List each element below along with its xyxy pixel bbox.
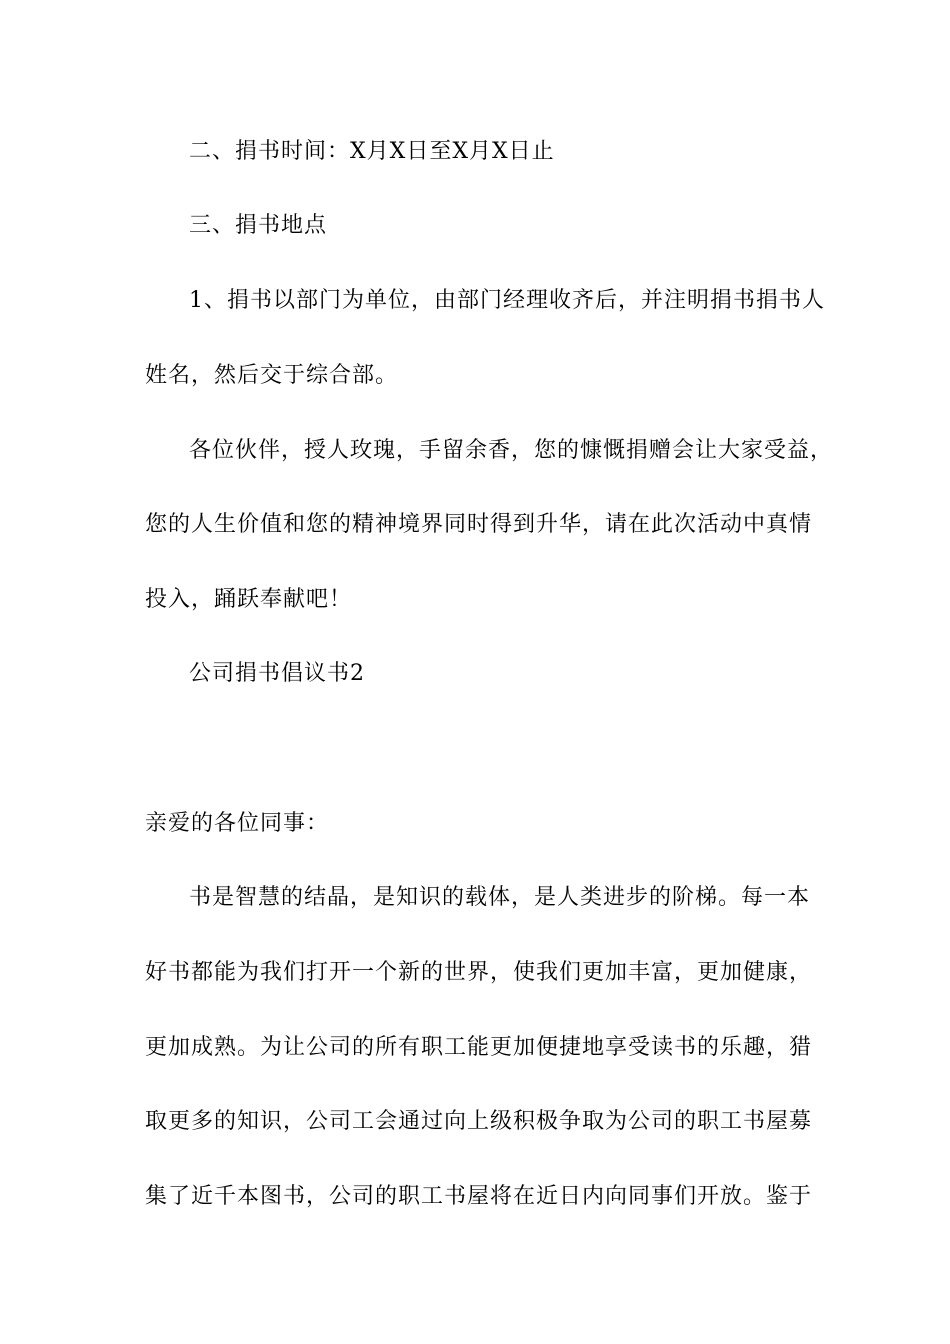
paragraph-line: 1、捐书以部门为单位，由部门经理收齐后，并注明捐书捐书人 xyxy=(189,288,825,313)
paragraph-line: 集了近千本图书，公司的职工书屋将在近日内向同事们开放。鉴于 xyxy=(145,1184,813,1209)
paragraph-line: 投入，踊跃奉献吧！ xyxy=(145,587,353,612)
paragraph-line: 好书都能为我们打开一个新的世界，使我们更加丰富，更加健康， xyxy=(145,960,813,985)
paragraph-line: 姓名，然后交于综合部。 xyxy=(145,363,399,388)
paragraph-line: 您的人生价值和您的精神境界同时得到升华，请在此次活动中真情 xyxy=(145,512,813,537)
paragraph-line: 取更多的知识，公司工会通过向上级积极争取为公司的职工书屋募 xyxy=(145,1109,813,1134)
paragraph-line: 更加成熟。为让公司的所有职工能更加便捷地享受读书的乐趣，猎 xyxy=(145,1035,813,1060)
donation-time-line: 二、捐书时间：X月X日至X月X日止 xyxy=(189,139,555,164)
section-title: 公司捐书倡议书2 xyxy=(189,661,365,686)
paragraph-line: 各位伙伴，授人玫瑰，手留余香，您的慷慨捐赠会让大家受益， xyxy=(189,438,834,463)
donation-location-heading: 三、捐书地点 xyxy=(189,213,328,238)
salutation: 亲爱的各位同事： xyxy=(145,811,330,836)
paragraph-line: 书是智慧的结晶，是知识的载体，是人类进步的阶梯。每一本 xyxy=(189,885,811,910)
